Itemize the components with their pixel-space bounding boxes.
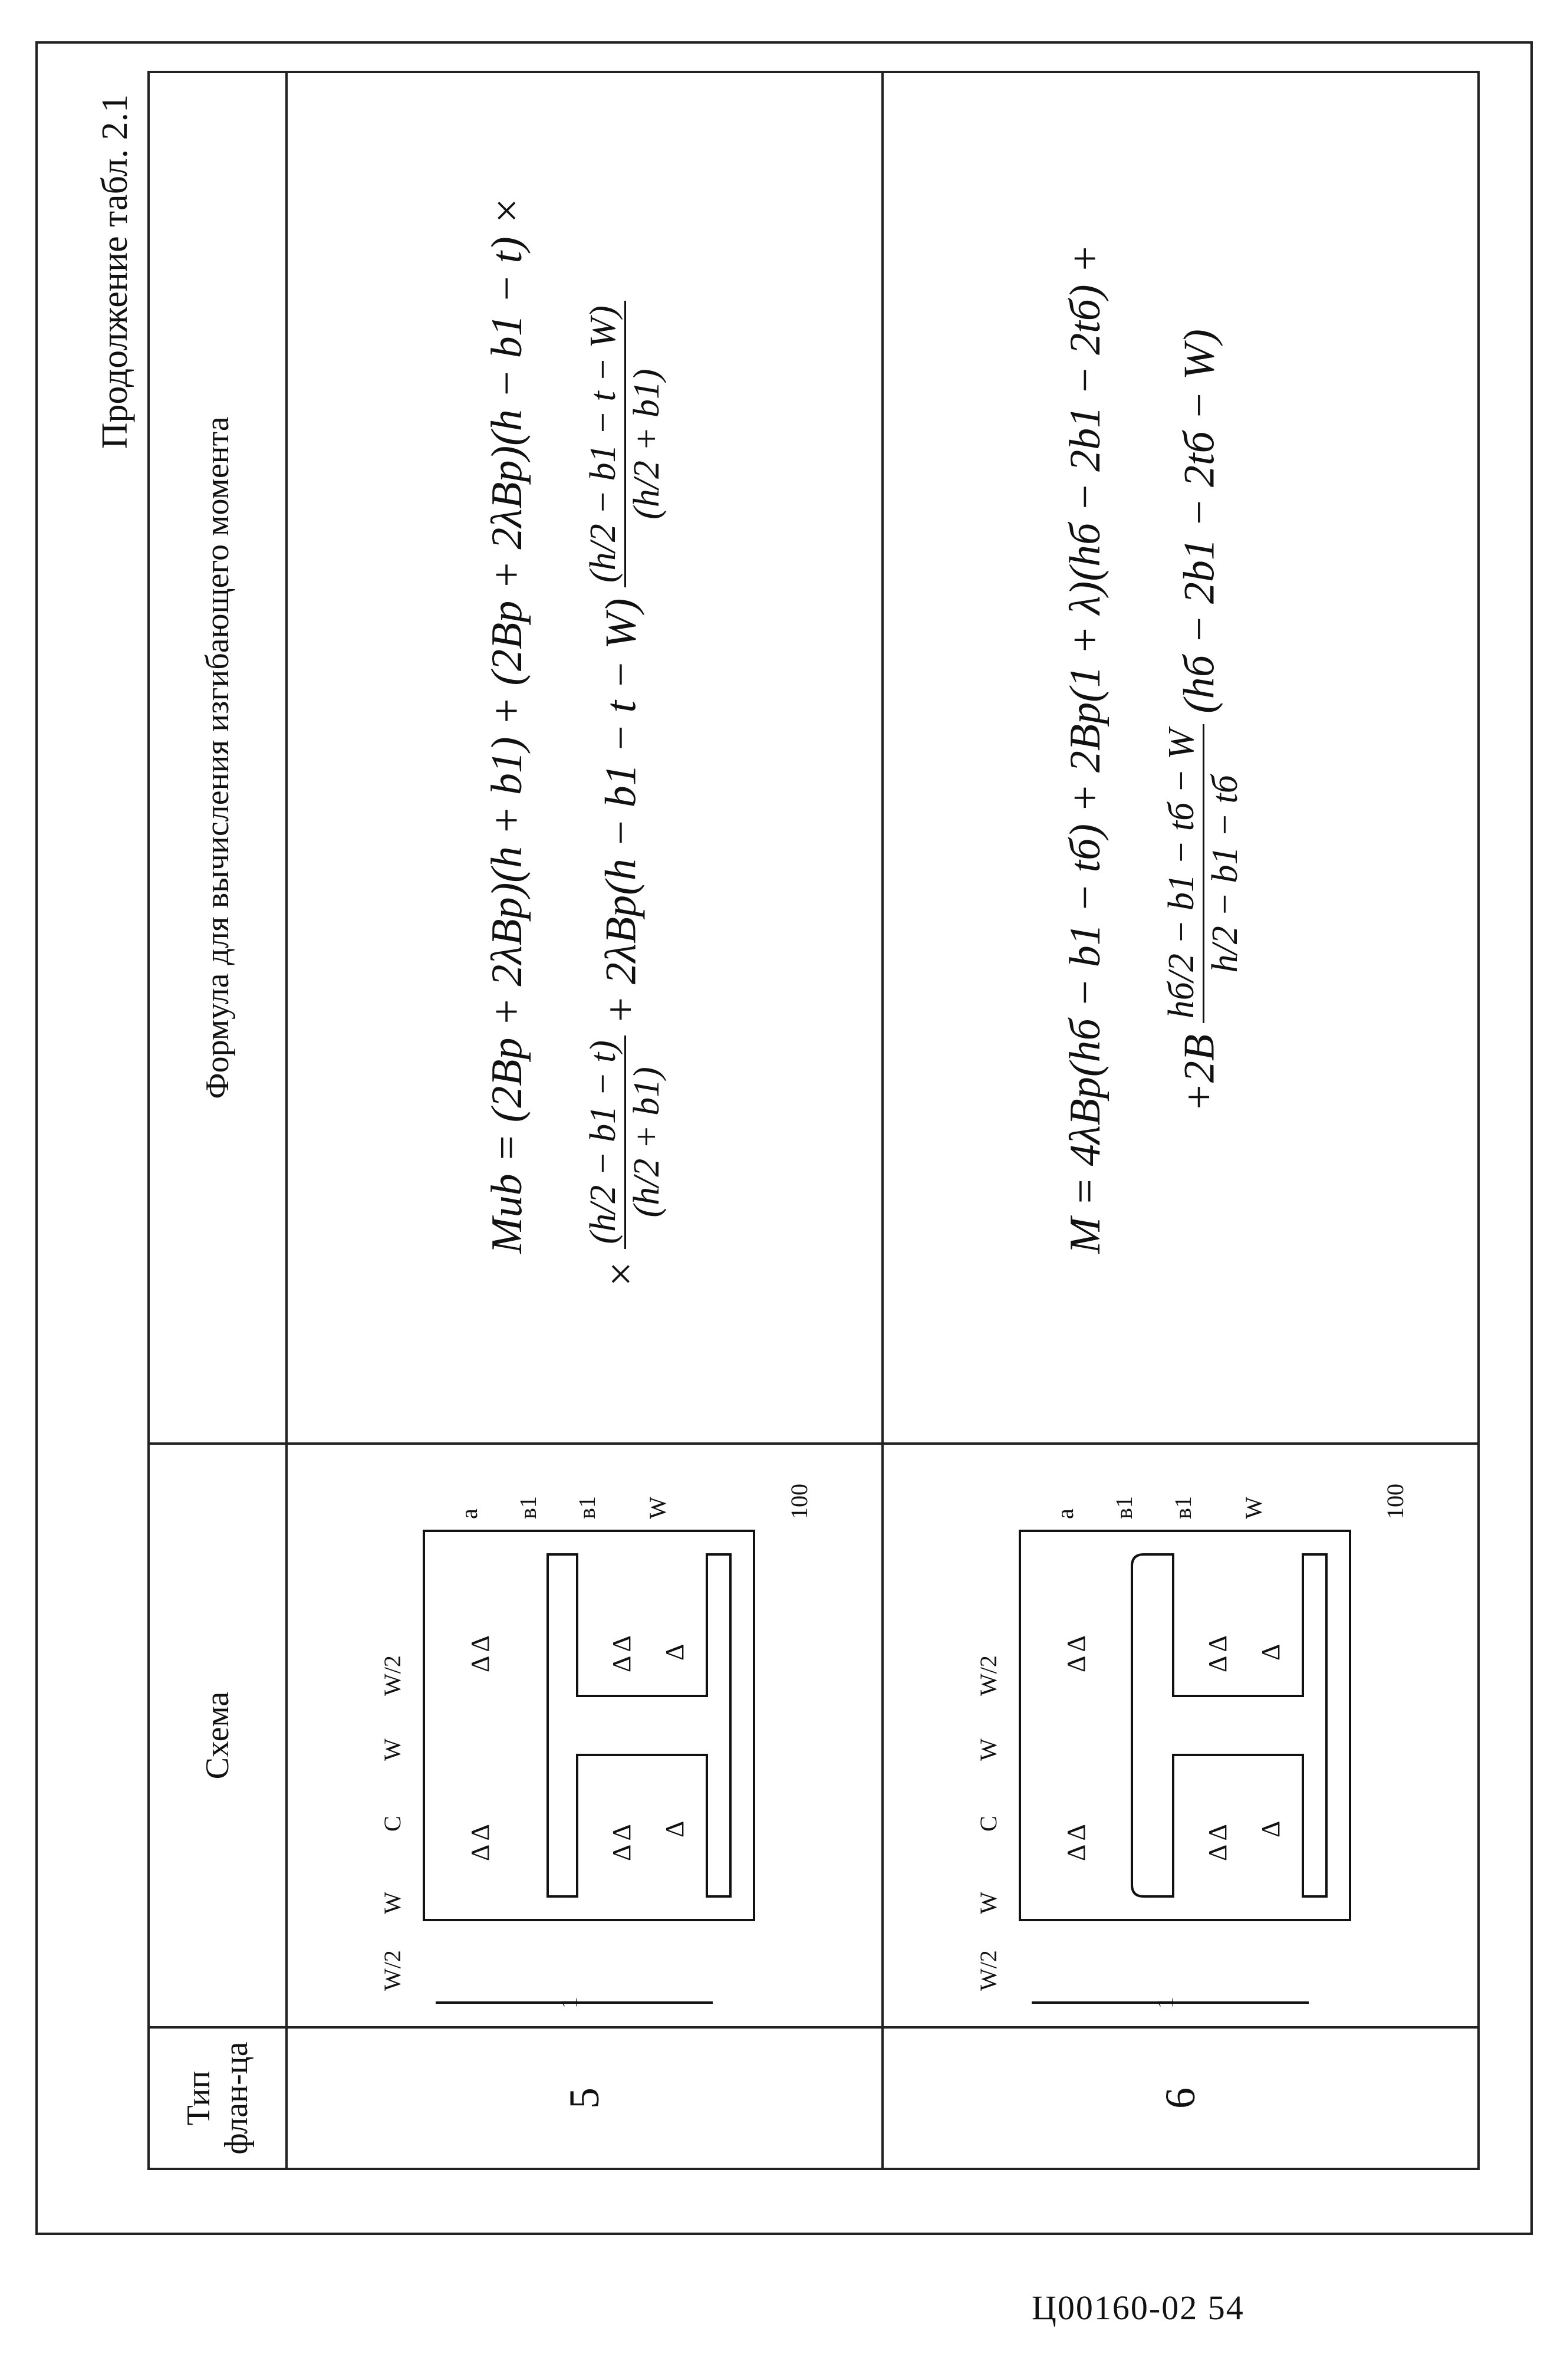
svg-text:W: W (1240, 1497, 1267, 1519)
svg-text:Δ: Δ (1256, 1820, 1285, 1837)
formula-cell (883, 72, 1479, 1444)
formula-line-1: M = 4λBp(hб − b1 − tб) + 2Bp(1 + λ)(hб − 2b1 − 2tб) + (1061, 244, 1109, 1254)
svg-text:в1: в1 (574, 1496, 600, 1519)
header-scheme: Схема (149, 1444, 287, 2027)
svg-text:C: C (379, 1816, 406, 1832)
svg-text:W: W (379, 1892, 406, 1914)
formula-cell (287, 72, 883, 1444)
svg-text:Δ Δ: Δ Δ (466, 1824, 495, 1861)
formula-prefix: +2B (1175, 1034, 1224, 1112)
svg-text:в1: в1 (515, 1496, 541, 1519)
scheme-cell (883, 1444, 1479, 2027)
svg-text:W/2: W/2 (975, 1655, 1002, 1696)
formula-line-2 (1161, 329, 1246, 1112)
svg-text:W: W (379, 1738, 406, 1761)
formula-middle-term: + 2λBp(h − b1 − t − W) (597, 598, 646, 1025)
fraction-2 (582, 301, 668, 587)
fraction-denominator: (h/2 + b1) (627, 1067, 667, 1218)
svg-text:Δ Δ: Δ Δ (607, 1635, 636, 1672)
svg-text:W: W (644, 1497, 671, 1519)
svg-text:Δ: Δ (1256, 1643, 1285, 1661)
scheme-cell (287, 1444, 883, 2027)
svg-text:W/2: W/2 (379, 1655, 406, 1696)
fraction-numerator: (h/2 − b1 − t) (582, 1036, 626, 1248)
formula-line-2 (582, 301, 668, 1289)
page-footer: Ц00160-02 54 (1032, 2289, 1244, 2327)
flange-scheme-diagram (896, 1448, 1462, 2026)
table-continuation-title: Продолжение табл. 2.1 (95, 94, 135, 449)
svg-text:в1: в1 (1170, 1496, 1196, 1519)
svg-text:Δ Δ: Δ Δ (1203, 1635, 1232, 1672)
multiply-sign: × (597, 1260, 646, 1289)
svg-text:a: a (456, 1508, 482, 1519)
svg-text:100: 100 (786, 1484, 812, 1519)
header-row (149, 72, 287, 2169)
fraction-numerator: hб/2 − b1 − tб − W (1161, 724, 1204, 1023)
flange-type-cell: 5 (287, 2027, 883, 2169)
svg-text:в1: в1 (1111, 1496, 1137, 1519)
svg-text:Δ Δ: Δ Δ (1062, 1635, 1091, 1672)
header-type: Тип флан-ца (149, 2027, 287, 2169)
header-formula: Формула для вычисления изгибающего момента (149, 72, 287, 1444)
fraction-denominator: (h/2 + b1) (627, 369, 667, 520)
rotated-page (77, 71, 1480, 2170)
flange-scheme-diagram (300, 1448, 866, 2026)
svg-text:Δ Δ: Δ Δ (1203, 1824, 1232, 1861)
svg-text:a: a (1052, 1508, 1078, 1519)
svg-text:1: 1 (1152, 1997, 1178, 2008)
svg-text:Δ: Δ (660, 1643, 689, 1661)
svg-text:Δ: Δ (660, 1820, 689, 1837)
svg-text:1: 1 (556, 1997, 582, 2008)
fraction-numerator: (h/2 − b1 − t − W) (582, 301, 626, 587)
table-row (287, 72, 883, 2169)
fraction (1161, 724, 1246, 1023)
svg-text:W/2: W/2 (975, 1950, 1002, 1991)
svg-text:W: W (975, 1738, 1002, 1761)
svg-text:W/2: W/2 (379, 1950, 406, 1991)
flange-type-cell: 6 (883, 2027, 1479, 2169)
svg-text:W: W (975, 1892, 1002, 1914)
table-row (883, 72, 1479, 2169)
formula-table (147, 71, 1480, 2170)
fraction-1 (582, 1036, 668, 1248)
formula-line-1: Mиb = (2Bp + 2λBp)(h + b1) + (2Bp + 2λBp)(h − b1 − t) × (483, 196, 531, 1254)
svg-text:Δ Δ: Δ Δ (607, 1824, 636, 1861)
svg-text:C: C (975, 1816, 1002, 1832)
formula-postfix: (hб − 2b1 − 2tб − W) (1175, 329, 1224, 714)
svg-text:Δ Δ: Δ Δ (1062, 1824, 1091, 1861)
svg-text:100: 100 (1382, 1484, 1408, 1519)
svg-text:Δ Δ: Δ Δ (466, 1635, 495, 1672)
fraction-denominator: h/2 − b1 − tб (1205, 775, 1245, 973)
